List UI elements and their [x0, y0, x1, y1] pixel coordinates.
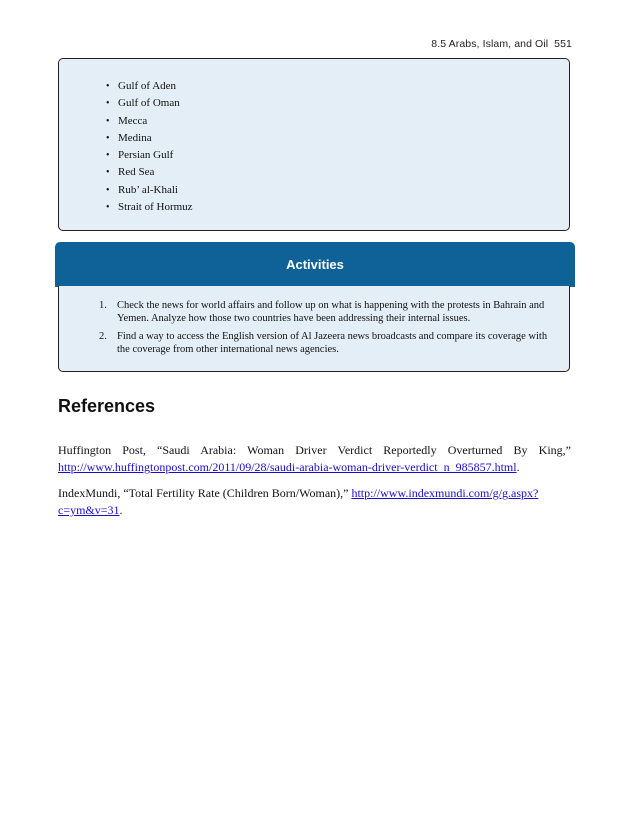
- list-item: • Persian Gulf: [106, 147, 193, 164]
- reference-text: Huffington Post, “Saudi Arabia: Woman Driver Verdict Reportedly Overturned By King,”: [58, 443, 571, 457]
- item-number: 1.: [99, 300, 107, 311]
- reference-end: .: [119, 503, 123, 517]
- activities-box: [58, 286, 570, 372]
- reference-end: .: [516, 460, 520, 474]
- list-item: • Gulf of Aden: [106, 78, 193, 95]
- activities-title: Activities: [55, 242, 575, 287]
- running-header: [431, 38, 572, 50]
- places-box: [58, 58, 570, 231]
- list-item: [99, 299, 554, 325]
- reference-link[interactable]: http://www.indexmundi.com/g/g.aspx?c=ym&v=31: [58, 486, 539, 517]
- reference-item: [58, 442, 571, 476]
- item-text: Find a way to access the English version of Al Jazeera news broadcasts and compare its coverage with the coverage from other international news agencies.: [117, 331, 548, 355]
- section-title: 8.5 Arabs, Islam, and Oil: [431, 38, 549, 50]
- places-list: [106, 78, 193, 216]
- item-number: 2.: [99, 331, 107, 342]
- reference-item: [58, 485, 571, 519]
- list-item: • Medina: [106, 130, 193, 147]
- list-item: • Strait of Hormuz: [106, 199, 193, 216]
- activities-list: [99, 299, 554, 361]
- reference-link[interactable]: http://www.huffingtonpost.com/2011/09/28/saudi-arabia-woman-driver-verdict_n_985857.html: [58, 460, 517, 474]
- list-item: [99, 330, 554, 356]
- list-item: • Mecca: [106, 113, 193, 130]
- item-text: Check the news for world affairs and follow up on what is happening with the protests in Bahrain and Yemen. Analyze how those two countries have been addressing their internal issues.: [117, 300, 545, 324]
- list-item: • Gulf of Oman: [106, 95, 193, 112]
- reference-text: IndexMundi, “Total Fertility Rate (Children Born/Woman),”: [58, 486, 352, 500]
- references-heading: References: [58, 396, 156, 416]
- list-item: • Rub’ al-Khali: [106, 182, 193, 199]
- page-number: 551: [554, 38, 572, 50]
- list-item: • Red Sea: [106, 164, 193, 181]
